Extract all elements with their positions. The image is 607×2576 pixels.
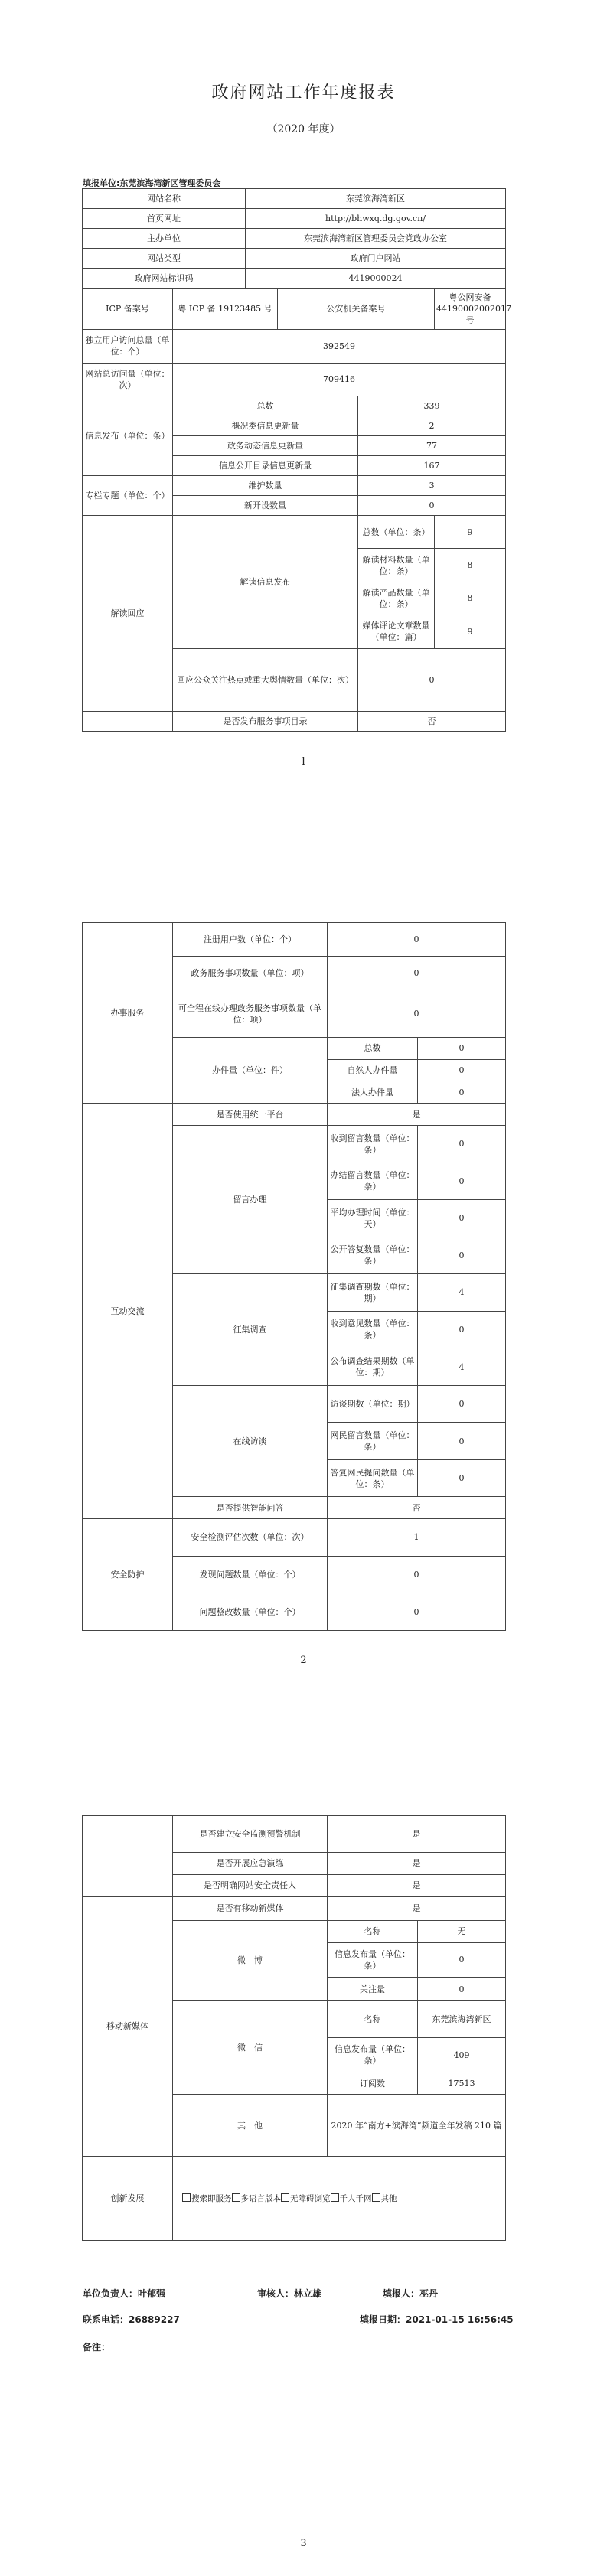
blank-cell [83, 711, 173, 731]
online-items-value: 0 [328, 990, 506, 1038]
weibo-label: 微 博 [173, 1920, 328, 2001]
icp-label: ICP 备案号 [83, 289, 173, 330]
new-media-has-value: 是 [328, 1896, 506, 1920]
proc-total-value: 0 [418, 1038, 506, 1060]
weibo-fans-value: 0 [418, 1978, 506, 2001]
interp-total-value: 9 [435, 516, 506, 549]
interview-count-label: 访谈期数（单位：期） [328, 1385, 418, 1423]
survey-opinion-label: 收到意见数量（单位：条） [328, 1311, 418, 1348]
responsible-value: 是 [328, 1874, 506, 1896]
weibo-posts-value: 0 [418, 1942, 506, 1978]
weibo-name-label: 名称 [328, 1920, 418, 1942]
msg-done-label: 办结留言数量（单位：条） [328, 1162, 418, 1200]
security-label: 安全防护 [83, 1519, 173, 1631]
organizer-label: 主办单位 [83, 229, 246, 249]
info-catalog-value: 167 [358, 456, 506, 476]
wechat-label: 微 信 [173, 2001, 328, 2095]
report-table-1 [82, 188, 511, 732]
survey-result-label: 公布调查结果期数（单位：期） [328, 1348, 418, 1386]
info-catalog-label: 信息公开目录信息更新量 [173, 456, 358, 476]
proc-legal-label: 法人办件量 [328, 1081, 418, 1104]
unique-visitors-label: 独立用户访问总量（单位：个） [83, 330, 173, 363]
reg-users-value: 0 [328, 923, 506, 957]
service-list-value: 否 [358, 711, 506, 731]
info-publish-label: 信息发布（单位：条） [83, 396, 173, 476]
msg-recv-value: 0 [418, 1125, 506, 1162]
sec-check-value: 1 [328, 1519, 506, 1557]
new-media-has-label: 是否有移动新媒体 [173, 1896, 328, 1920]
response-value: 0 [358, 648, 506, 711]
column-new-value: 0 [358, 496, 506, 516]
page-number-2: 2 [300, 1655, 307, 1666]
page-views-value: 709416 [173, 363, 506, 396]
info-total-label: 总数 [173, 396, 358, 416]
page-title: 政府网站工作年度报表 [211, 83, 396, 103]
smart-qa-label: 是否提供智能问答 [173, 1497, 328, 1519]
reg-users-label: 注册用户数（单位：个） [173, 923, 328, 957]
checkbox-icon[interactable] [281, 2193, 289, 2202]
service-items-value: 0 [328, 957, 506, 990]
checkbox-icon[interactable] [182, 2193, 191, 2202]
unique-visitors-value: 392549 [173, 330, 506, 363]
other-media-value: 2020 年“南方+滨海湾”频道全年发稿 210 篇 [328, 2095, 506, 2157]
interaction-label: 互动交流 [83, 1104, 173, 1519]
proc-legal-value: 0 [418, 1081, 506, 1104]
sec-fix-value: 0 [328, 1593, 506, 1631]
fill-date: 填报日期：2021-01-15 16:56:45 [360, 2314, 514, 2325]
msg-avg-value: 0 [418, 1199, 506, 1237]
interp-publish-label: 解读信息发布 [173, 516, 358, 648]
weibo-name-value: 无 [418, 1920, 506, 1942]
innovation-option[interactable]: 无障碍浏览 [281, 2194, 331, 2203]
interview-msg-label: 网民留言数量（单位：条） [328, 1423, 418, 1460]
site-code-value: 4419000024 [246, 269, 506, 289]
sec-fix-label: 问题整改数量（单位：个） [173, 1593, 328, 1631]
wechat-subs-value: 17513 [418, 2072, 506, 2095]
warning-value: 是 [328, 1816, 506, 1853]
innovation-option[interactable]: 千人千网 [331, 2194, 372, 2203]
drill-label: 是否开展应急演练 [173, 1852, 328, 1874]
psb-label: 公安机关备案号 [278, 289, 435, 330]
new-media-label: 移动新媒体 [83, 1896, 173, 2157]
icp-value: 粤 ICP 备 19123485 号 [173, 289, 278, 330]
report-table-3 [82, 1815, 506, 2241]
checkbox-icon[interactable] [232, 2193, 240, 2202]
processing-label: 办件量（单位：件） [173, 1038, 328, 1104]
reporting-unit: 填报单位:东莞滨海湾新区管理委员会 [83, 178, 221, 188]
survey-label: 征集调查 [173, 1274, 328, 1386]
proc-person-label: 自然人办件量 [328, 1059, 418, 1081]
interpretation-label: 解读回应 [83, 516, 173, 712]
page-number-1: 1 [300, 756, 307, 768]
unit-leader: 单位负责人：叶郁强 [83, 2288, 166, 2299]
psb-value: 粤公网安备 44190002002017 号 [435, 289, 506, 330]
interp-product-label: 解读产品数量（单位：条） [358, 582, 435, 615]
page-views-label: 网站总访问量（单位：次） [83, 363, 173, 396]
info-overview-label: 概况类信息更新量 [173, 416, 358, 436]
service-items-label: 政务服务事项数量（单位：项） [173, 957, 328, 990]
innovation-option[interactable]: 其他 [372, 2194, 397, 2203]
sec-issue-label: 发现问题数量（单位：个） [173, 1556, 328, 1593]
interp-material-value: 8 [435, 549, 506, 582]
report-year: （2020 年度） [266, 123, 341, 135]
survey-opinion-value: 0 [418, 1311, 506, 1348]
survey-count-value: 4 [418, 1274, 506, 1312]
proc-person-value: 0 [418, 1059, 506, 1081]
weibo-posts-label: 信息发布量（单位：条） [328, 1942, 418, 1978]
interview-count-value: 0 [418, 1385, 506, 1423]
other-media-label: 其 他 [173, 2095, 328, 2157]
interp-media-value: 9 [435, 615, 506, 648]
message-label: 留言办理 [173, 1125, 328, 1273]
wechat-posts-value: 409 [418, 2037, 506, 2072]
weibo-fans-label: 关注量 [328, 1978, 418, 2001]
info-total-value: 339 [358, 396, 506, 416]
sec-issue-value: 0 [328, 1556, 506, 1593]
interp-media-label: 媒体评论文章数量（单位：篇） [358, 615, 435, 648]
innovation-option[interactable]: 搜索即服务 [182, 2194, 232, 2203]
info-dynamic-label: 政务动态信息更新量 [173, 436, 358, 456]
platform-label: 是否使用统一平台 [173, 1104, 328, 1126]
wechat-name-label: 名称 [328, 2001, 418, 2038]
msg-pub-value: 0 [418, 1237, 506, 1274]
interview-msg-value: 0 [418, 1423, 506, 1460]
survey-count-label: 征集调查期数（单位：期） [328, 1274, 418, 1312]
checkbox-icon[interactable] [372, 2193, 380, 2202]
home-url-label: 首页网址 [83, 209, 246, 229]
site-type-value: 政府门户网站 [246, 249, 506, 269]
column-maint-label: 维护数量 [173, 476, 358, 496]
site-name-label: 网站名称 [83, 189, 246, 209]
column-new-label: 新开设数量 [173, 496, 358, 516]
msg-recv-label: 收到留言数量（单位：条） [328, 1125, 418, 1162]
msg-done-value: 0 [418, 1162, 506, 1200]
info-dynamic-value: 77 [358, 436, 506, 456]
remark-label: 备注： [83, 2342, 111, 2353]
wechat-name-value: 东莞滨海湾新区 [418, 2001, 506, 2038]
reviewer: 审核人：林立雄 [257, 2288, 322, 2299]
msg-pub-label: 公开答复数量（单位：条） [328, 1237, 418, 1274]
interp-material-label: 解读材料数量（单位：条） [358, 549, 435, 582]
column-maint-value: 3 [358, 476, 506, 496]
interview-answer-value: 0 [418, 1459, 506, 1497]
online-items-label: 可全程在线办理政务服务事项数量（单位：项） [173, 990, 328, 1038]
response-label: 回应公众关注热点或重大舆情数量（单位：次） [173, 648, 358, 711]
contact-phone: 联系电话：26889227 [83, 2314, 180, 2325]
service-list-label: 是否发布服务事项目录 [173, 711, 358, 731]
interp-total-label: 总数（单位：条） [358, 516, 435, 549]
wechat-posts-label: 信息发布量（单位：条） [328, 2037, 418, 2072]
site-type-label: 网站类型 [83, 249, 246, 269]
innovation-label: 创新发展 [83, 2157, 173, 2241]
survey-result-value: 4 [418, 1348, 506, 1386]
warning-label: 是否建立安全监测预警机制 [173, 1816, 328, 1853]
checkbox-icon[interactable] [331, 2193, 339, 2202]
page-number-3: 3 [300, 2538, 307, 2549]
drill-value: 是 [328, 1852, 506, 1874]
responsible-label: 是否明确网站安全责任人 [173, 1874, 328, 1896]
column-topic-label: 专栏专题（单位：个） [83, 476, 173, 516]
innovation-option[interactable]: 多语言版本 [232, 2194, 282, 2203]
platform-value: 是 [328, 1104, 506, 1126]
interview-answer-label: 答复网民提问数量（单位：条） [328, 1459, 418, 1497]
interp-product-value: 8 [435, 582, 506, 615]
blank-cell [83, 1816, 173, 1897]
sec-check-label: 安全检测评估次数（单位：次） [173, 1519, 328, 1557]
interview-label: 在线访谈 [173, 1385, 328, 1497]
proc-total-label: 总数 [328, 1038, 418, 1060]
filler: 填报人：巫丹 [383, 2288, 439, 2299]
site-code-label: 政府网站标识码 [83, 269, 246, 289]
msg-avg-label: 平均办理时间（单位：天） [328, 1199, 418, 1237]
home-url-value: http://bhwxq.dg.gov.cn/ [246, 209, 506, 229]
biz-service-label: 办事服务 [83, 923, 173, 1104]
site-name-value: 东莞滨海湾新区 [246, 189, 506, 209]
innovation-options [173, 2157, 506, 2241]
wechat-subs-label: 订阅数 [328, 2072, 418, 2095]
organizer-value: 东莞滨海湾新区管理委员会党政办公室 [246, 229, 506, 249]
info-overview-value: 2 [358, 416, 506, 436]
report-table-2 [82, 922, 506, 1631]
smart-qa-value: 否 [328, 1497, 506, 1519]
